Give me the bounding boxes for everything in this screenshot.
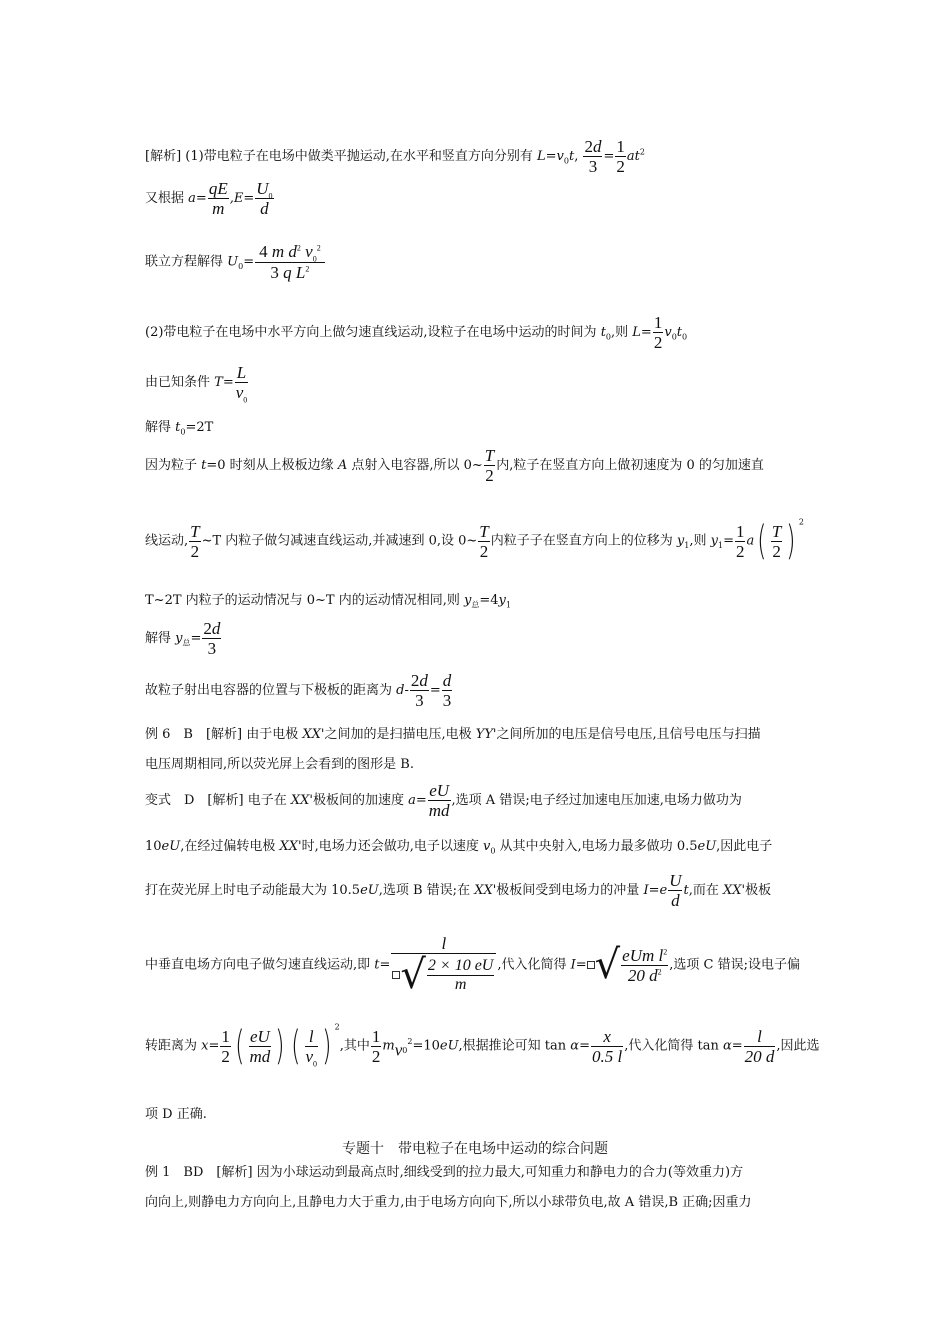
text: 联立方程解得 [145,254,228,270]
fraction-1-2 [735,523,746,560]
num-3: 3 [270,263,279,282]
var-L: L [632,325,641,340]
sup-2: 2 [407,1037,413,1047]
eq: = [603,149,615,164]
line-18 [145,1022,820,1069]
eq: = [640,325,652,340]
var-alpha: α [722,1038,732,1054]
var-XX: XX' [474,883,497,898]
num: L [235,364,249,383]
num: 1 [735,521,745,541]
sub-zong: 总 [182,638,191,648]
sub-0: 0 [671,332,677,342]
num: l [391,935,496,954]
var-v: v [394,1040,403,1060]
sub-0: 0 [490,846,496,856]
den: m [212,199,225,218]
sub-zong: 总 [471,600,480,610]
var-YY: YY' [475,727,497,742]
line-3 [145,243,326,281]
num: T [479,521,489,541]
fraction-1-2 [653,314,664,351]
fraction-T-2 [771,523,782,560]
var-eU: eU [697,839,717,854]
text: =10 [412,1038,440,1054]
den: md [428,801,450,820]
fraction-l-20d [744,1028,776,1065]
num: eU [429,781,450,800]
var-d: d [592,137,602,156]
fraction-T-2 [478,523,489,560]
sub-0: 0 [243,395,248,405]
text: (2)带电粒子在电场中水平方向上做匀速直线运动,设粒子在电场中运动的时间为 [145,325,601,340]
var-A: A [337,458,348,473]
sup-2: 2 [316,243,321,253]
var-E: ,E= [229,191,255,206]
var-m: m [271,242,285,261]
fraction-x-half-l [591,1028,623,1065]
text: 例 6 B [解析] 由于电极 [145,727,303,742]
eq: = [723,533,734,549]
eq: = [208,1038,220,1054]
num-4: 4 [259,242,268,261]
text: ,其中 [339,1038,370,1054]
text: 内粒子子在竖直方向上的位移为 [490,533,677,549]
section-title: 专题十 带电粒子在电场中运动的综合问题 [342,1141,608,1157]
text: 10 [145,839,162,854]
var-v: v [305,242,313,261]
text: 电压周期相同,所以荧光屏上会看到的图形是 B. [145,757,414,772]
sub-1: 1 [505,600,511,610]
fraction-U0-formula [255,243,325,281]
num: l [744,1028,776,1047]
den: 2 [479,541,489,561]
den: 20 d [744,1046,775,1066]
text: 因为粒子 [145,458,202,473]
var-y: y [498,593,506,608]
var-x: x [201,1038,209,1054]
text: ~T 内粒子做匀减速直线运动,并减速到 0,设 0~ [201,533,478,549]
right-paren: ) [322,1023,332,1069]
line-2 [145,180,275,217]
text: 例 1 BD [解析] 因为小球运动到最高点时,细线受到的拉力最大,可知重力和静电力的合力(等效重力)方 [145,1165,744,1180]
var-y: y [710,533,718,549]
var-t: t [568,149,575,164]
fraction-qE-m [208,180,229,217]
text: 向向上,则静电力方向向上,且静电力大于重力,由于电场方向向下,所以小球带负电,故 A 错误,B 正确;因重力 [145,1195,752,1210]
line-7 [145,447,764,484]
num: T [190,521,200,541]
eq: = [575,957,587,973]
sub-0: 0 [180,427,186,437]
den: 2 [772,541,781,561]
eq: = [379,957,391,973]
var-y: y [464,593,472,608]
den: 20 d [627,965,658,985]
var-t: t [600,325,606,340]
eq: = [731,1038,743,1054]
var-v: v [305,1046,314,1066]
sub-0: 0 [563,156,569,166]
den: 3 [415,691,424,710]
eq: = [579,1038,590,1054]
text: 点射入电容器,所以 0~ [347,458,483,473]
den: 3 [442,691,452,710]
line-10 [145,620,222,657]
left-paren: ( [291,1023,301,1069]
line-5 [145,363,249,405]
sqrt-icon: √ [400,952,426,998]
text: ,选项 B 错误;在 [378,883,475,898]
line-12 [145,728,761,741]
var-XX: XX' [302,727,325,742]
den: m [454,975,467,993]
line-19 [145,1108,207,1121]
var-eU: eU [439,1038,459,1054]
text: 故粒子射出电容器的位置与下极板的距离为 [145,683,397,698]
left-paren: ( [235,1023,245,1069]
den: md [249,1046,271,1066]
text: 之间加的是扫描电压,电极 [324,727,476,742]
text: ,代入化简得 [497,957,571,973]
num: eUm l [622,945,664,965]
var-t: t [201,458,207,473]
num: 1 [371,1026,381,1046]
sub-0: 0 [682,332,688,342]
var-a: a [408,793,416,808]
var-q: q [283,263,292,282]
var-y: y [676,533,685,549]
sub-0: 0 [313,1058,318,1068]
num: 2 × 10 eU [427,956,494,974]
text: 极板间受到电场力的冲量 [496,883,644,898]
fraction-l-v0 [305,1026,319,1068]
var-y: y [175,631,183,646]
eq: = [648,883,660,898]
line-16 [145,872,771,909]
text: =0 时刻从上极板边缘 [206,458,338,473]
num: U [669,871,682,890]
text: ,则 [611,325,633,340]
num: 2 [410,671,420,690]
right-paren: ) [786,518,796,564]
text: 由已知条件 [145,375,215,390]
var-m: m [382,1038,395,1054]
line-6 [145,420,214,437]
fraction-U0-d [255,180,273,217]
var-at: at [626,149,640,164]
text: 极板 [745,883,772,898]
text: 转距离为 [145,1038,202,1054]
fraction-I-formula [621,947,668,984]
var-d: d [419,671,428,690]
den: 3 [588,157,598,176]
eq: = [195,191,207,206]
text: ,在经过偏转电极 [180,839,280,854]
var-U: U [227,254,239,270]
den: 2 [371,1046,381,1066]
fraction-2d-3 [202,620,221,657]
num: 1 [221,1026,230,1046]
den: 2 [190,541,200,561]
sub-1: 1 [717,541,724,551]
var-I: I [643,883,649,898]
sub-0: 0 [312,254,317,264]
sup-2: 2 [657,966,662,976]
eq: = [415,793,427,808]
var-eU: eU [161,839,181,854]
right-paren: ) [275,1023,285,1069]
sup-2: 2 [798,517,805,527]
text: 时,电场力还会做功,电子以速度 [301,839,483,854]
var-L: L [536,149,546,164]
text: ,选项 A 错误;电子经过加速电压加速,电场力做功为 [451,793,742,808]
text: 从其中央射入,电场力最多做功 0.5 [495,839,698,854]
var-v: v [556,149,564,164]
eq: = [545,149,557,164]
text: 线运动, [145,533,189,549]
sub-1: 1 [684,541,690,551]
num: T [771,521,782,541]
text: ,则 [689,533,711,549]
den: 2 [485,466,494,485]
line-15 [145,839,773,856]
text: ,因此选 [776,1038,820,1054]
line-11 [145,672,453,709]
line-8 [145,517,805,564]
sup-2: 2 [296,243,301,253]
text: 解得 [145,631,176,646]
placeholder-box [587,961,595,969]
sup-2: 2 [639,147,645,157]
minus: - [404,683,409,698]
fraction-2d-3 [410,672,429,709]
den: 3 [207,639,217,658]
line-4 [145,314,687,351]
text: ,根据推论可知 tan [458,1038,571,1054]
num: d [442,671,452,690]
line-13 [145,758,414,771]
var-t: t [683,883,689,898]
text: [解析] (1)带电粒子在电场中做类平抛运动,在水平和竖直方向分别有 [145,149,537,164]
line-21 [145,1196,752,1209]
fraction-eU-md [249,1028,272,1065]
fraction-T-2 [484,447,495,484]
var-v: v [482,839,491,854]
num: 2 [584,137,593,156]
var-t: t [676,325,683,340]
var-e: e [659,883,668,898]
var-XX: XX' [290,793,313,808]
fraction-2d-3 [583,138,602,175]
eq: = [243,254,255,270]
den: 2 [616,157,625,176]
var-t: t [175,420,181,435]
den: d [260,199,269,218]
sqrt-icon: √ [594,942,621,988]
var-v: v [235,383,244,402]
sup-2: 2 [305,264,310,274]
den: 2 [221,1046,230,1066]
den: d [671,891,680,910]
var-d: d [211,619,221,638]
var-XX: XX' [722,883,746,898]
sub-0: 0 [402,1046,408,1056]
line-20 [145,1166,743,1179]
num: x [591,1028,623,1047]
fraction-T-2 [189,523,200,560]
sub-0: 0 [605,332,612,342]
var-L: L [295,263,306,282]
comma: , [574,149,579,164]
var-v: v [664,325,672,340]
fraction-1-2 [220,1028,231,1065]
text: T~2T 内粒子的运动情况与 0~T 内的运动情况相同,则 [145,593,465,608]
var-eU: eU [360,883,379,898]
text: ,选项 C 错误;设电子偏 [669,957,800,973]
fraction-L-v0 [235,363,249,405]
text: 项 D 正确. [145,1107,207,1122]
var-a: a [188,191,196,206]
num: eU [249,1026,270,1046]
text: 又根据 [145,191,189,206]
text: =2T [185,420,214,435]
var-alpha: α [570,1038,580,1054]
text: ,代入化简得 tan [624,1038,723,1054]
sup-2: 2 [663,946,668,956]
sup-2: 2 [334,1022,340,1032]
text: ,而在 [688,883,723,898]
text: 内,粒子在竖直方向上做初速度为 0 的匀加速直 [496,458,764,473]
left-paren: ( [757,518,767,564]
den: 2 [653,333,663,352]
var-d: d [288,242,297,261]
var-a: a [746,533,755,549]
sub-0: 0 [268,191,273,201]
fraction-t-formula [391,934,496,998]
fraction-d-3 [442,672,453,709]
eq: = [190,631,202,646]
sub-0: 0 [238,262,244,272]
text: 解得 [145,420,176,435]
num: 1 [616,137,625,156]
text: 变式 D [解析] 电子在 [145,793,291,808]
fraction-1-2 [615,138,626,175]
fraction-U-d [668,872,682,909]
num: qE [208,179,228,198]
fraction-1-2 [371,1028,382,1065]
fraction-eU-md [428,782,451,819]
text: ,因此电子 [716,839,773,854]
num: l [305,1028,319,1047]
var-d: d [396,683,405,698]
var-XX: XX' [279,839,302,854]
text: =4 [479,593,499,608]
text: 打在荧光屏上时电子动能最大为 10.5 [145,883,361,898]
text: 中垂直电场方向电子做匀速直线运动,即 [145,957,375,973]
var-I: I [570,957,576,973]
text: 极板间的加速度 [312,793,409,808]
eq: = [429,683,441,698]
var-T: T [214,375,223,390]
line-17 [145,934,800,998]
line-1 [145,138,645,175]
line-14 [145,782,742,819]
num: 1 [653,313,663,332]
num: T [484,446,495,465]
den: 0.5 l [591,1046,623,1066]
var-t: t [374,957,380,973]
den: 2 [735,541,745,561]
text: 之间所加的电压是信号电压,且信号电压与扫描 [496,727,761,742]
line-9 [145,593,511,610]
var-U: U [256,179,269,198]
num: 2 [203,619,212,638]
inner-fraction [427,958,494,993]
eq: = [222,375,234,390]
